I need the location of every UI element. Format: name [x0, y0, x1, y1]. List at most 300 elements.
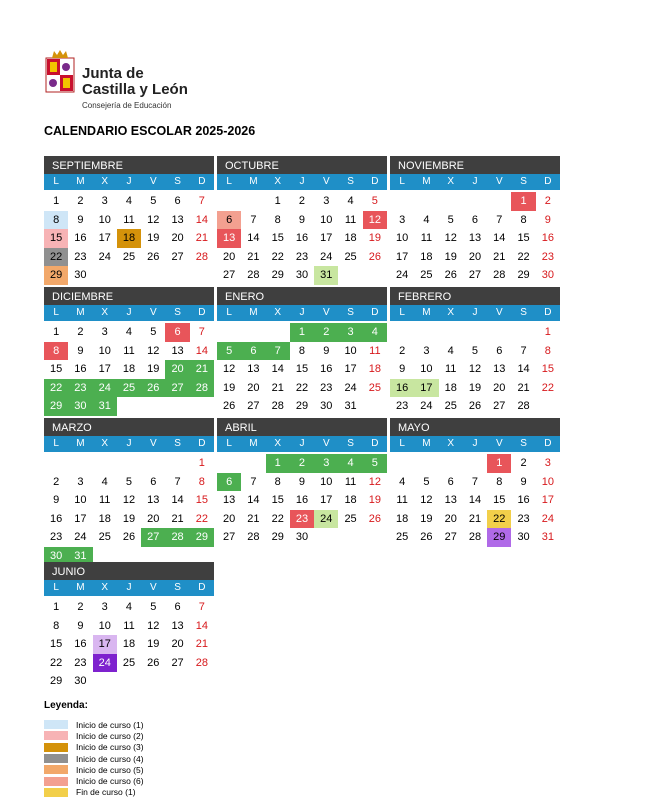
day-cell: 6	[217, 473, 241, 492]
weekday-label: V	[322, 307, 330, 318]
day-grid	[44, 598, 214, 691]
weekday-label: D	[371, 438, 379, 449]
day-cell: 16	[320, 363, 333, 375]
month-card	[44, 562, 214, 691]
day-cell: 24	[541, 512, 554, 525]
month-header: MAYO	[390, 418, 560, 436]
day-cell: 27	[468, 269, 482, 281]
day-cell: 29	[295, 400, 309, 412]
day-cell: 18	[122, 638, 136, 650]
day-cell: 6	[241, 342, 265, 361]
day-cell: 25	[444, 400, 457, 412]
month-header: ABRIL	[217, 418, 387, 436]
day-cell: 29	[190, 528, 214, 547]
weekday-header-row	[44, 305, 214, 321]
day-cell: 17	[74, 512, 87, 525]
day-cell: 28	[271, 400, 284, 412]
day-cell: 26	[147, 250, 160, 263]
day-cell: 11	[444, 363, 457, 375]
day-cell: 8	[53, 619, 60, 632]
day-cell: 2	[314, 323, 338, 342]
empty-cell	[439, 192, 463, 211]
month-card	[217, 418, 387, 547]
weekday-label: L	[53, 176, 59, 187]
day-cell: 18	[117, 229, 141, 248]
weekday-label: X	[447, 307, 455, 318]
day-cell: 27	[171, 656, 184, 669]
day-cell: 13	[223, 494, 236, 506]
day-grid	[44, 192, 214, 285]
weekday-label: V	[149, 582, 157, 593]
day-cell: 16	[50, 512, 63, 525]
day-cell: 10	[320, 475, 333, 488]
day-cell: 17	[98, 363, 111, 375]
month-card	[44, 418, 214, 565]
legend-label: Inicio de curso (4)	[76, 753, 144, 764]
day-cell: 2	[290, 454, 314, 473]
day-cell: 1	[274, 195, 281, 207]
day-cell: 13	[171, 344, 184, 357]
legend-label: Inicio de curso (6)	[76, 776, 144, 787]
day-cell: 1	[53, 326, 60, 338]
day-cell: 15	[541, 363, 554, 375]
day-cell: 21	[247, 512, 260, 525]
day-cell: 27	[223, 531, 236, 543]
day-cell: 14	[493, 232, 506, 244]
day-cell: 12	[363, 211, 387, 230]
day-cell: 15	[50, 363, 63, 375]
day-cell: 8	[274, 475, 281, 488]
weekday-header-row	[217, 174, 387, 190]
legend-swatch	[44, 788, 68, 797]
weekday-label: X	[274, 438, 282, 449]
day-cell: 18	[368, 363, 381, 375]
day-cell: 25	[122, 656, 136, 669]
empty-cell	[217, 454, 241, 473]
weekday-label: V	[322, 438, 330, 449]
day-cell: 20	[171, 638, 184, 650]
month-card	[217, 287, 387, 416]
day-cell: 23	[541, 250, 554, 263]
day-cell: 9	[298, 475, 306, 488]
day-cell: 25	[344, 250, 357, 263]
month-card	[217, 156, 387, 285]
day-cell: 9	[77, 213, 84, 226]
day-cell: 9	[544, 213, 551, 226]
day-cell: 30	[541, 269, 554, 281]
legend-item	[44, 719, 144, 730]
day-cell: 7	[250, 213, 257, 226]
day-cell: 13	[217, 229, 241, 248]
day-cell: 15	[271, 232, 284, 244]
day-cell: 22	[295, 381, 309, 394]
day-cell: 25	[344, 512, 357, 525]
weekday-label: J	[126, 176, 132, 187]
legend-title: Leyenda:	[44, 700, 88, 711]
month-card	[390, 156, 560, 285]
day-cell: 22	[44, 248, 68, 267]
legend-label: Inicio de curso (2)	[76, 730, 144, 741]
weekday-label: M	[249, 176, 258, 187]
day-cell: 10	[98, 344, 111, 357]
day-cell: 15	[517, 232, 530, 244]
legend-swatch	[44, 754, 68, 763]
logo-text-line1: Junta de	[82, 65, 144, 82]
day-cell: 31	[68, 547, 92, 566]
day-cell: 25	[420, 269, 433, 281]
day-cell: 4	[101, 475, 108, 488]
month-header: ENERO	[217, 287, 387, 305]
weekday-label: J	[299, 438, 305, 449]
month-card	[44, 287, 214, 416]
day-cell: 12	[368, 475, 381, 488]
weekday-header-row	[217, 305, 387, 321]
weekday-label: S	[520, 307, 527, 318]
weekday-label: D	[544, 438, 552, 449]
day-cell: 13	[468, 232, 482, 244]
day-cell: 11	[369, 344, 381, 357]
day-cell: 14	[517, 363, 530, 375]
day-cell: 3	[101, 326, 108, 338]
weekday-label: J	[299, 307, 305, 318]
day-cell: 11	[123, 213, 135, 226]
day-cell: 4	[347, 195, 354, 207]
day-cell: 9	[53, 494, 60, 506]
day-cell: 14	[195, 213, 208, 226]
legend-label: Inicio de curso (3)	[76, 742, 144, 753]
day-cell: 2	[77, 195, 84, 207]
logo-text-line2: Castilla y León	[82, 81, 188, 98]
day-cell: 14	[195, 344, 208, 357]
day-cell: 23	[68, 379, 92, 398]
day-cell: 22	[271, 250, 284, 263]
day-cell: 13	[444, 494, 457, 506]
weekday-header-row	[44, 580, 214, 596]
weekday-label: D	[198, 307, 206, 318]
weekday-label: J	[299, 176, 305, 187]
weekday-label: D	[544, 307, 552, 318]
day-cell: 30	[517, 531, 530, 543]
legend-item	[44, 787, 144, 798]
day-cell: 19	[420, 512, 433, 525]
day-cell: 28	[195, 250, 208, 263]
day-cell: 12	[147, 344, 160, 357]
empty-cell	[414, 454, 438, 473]
day-cell: 8	[544, 344, 551, 357]
day-cell: 20	[223, 250, 236, 263]
day-cell: 17	[320, 494, 333, 506]
weekday-label: L	[399, 307, 405, 318]
empty-cell	[414, 192, 438, 211]
weekday-header-row	[390, 174, 560, 190]
weekday-label: M	[76, 582, 85, 593]
day-cell: 11	[123, 619, 135, 632]
month-header: MARZO	[44, 418, 214, 436]
weekday-label: X	[447, 176, 455, 187]
empty-cell	[463, 323, 487, 342]
day-cell: 20	[223, 512, 236, 525]
empty-cell	[44, 454, 68, 473]
day-cell: 22	[487, 510, 511, 529]
day-cell: 7	[174, 475, 181, 488]
day-cell: 23	[517, 512, 530, 525]
day-cell: 25	[117, 379, 141, 398]
day-cell: 3	[101, 601, 108, 613]
day-cell: 24	[320, 250, 333, 263]
month-header: OCTUBRE	[217, 156, 387, 174]
day-cell: 2	[77, 601, 84, 613]
weekday-label: M	[249, 307, 258, 318]
day-cell: 14	[195, 619, 208, 632]
weekday-label: V	[149, 307, 157, 318]
legend-swatch	[44, 777, 68, 786]
day-cell: 7	[198, 326, 205, 338]
day-cell: 18	[344, 232, 357, 244]
day-cell: 31	[314, 266, 338, 285]
legend-swatch	[44, 743, 68, 752]
day-cell: 7	[520, 344, 527, 357]
day-cell: 6	[447, 475, 454, 488]
weekday-label: S	[174, 582, 181, 593]
weekday-label: L	[53, 438, 59, 449]
day-cell: 12	[122, 494, 136, 506]
day-cell: 17	[98, 232, 111, 244]
day-cell: 19	[223, 381, 236, 394]
day-cell: 20	[171, 232, 184, 244]
day-cell: 21	[271, 381, 284, 394]
empty-cell	[266, 323, 290, 342]
day-cell: 28	[165, 528, 189, 547]
weekday-label: J	[472, 307, 478, 318]
empty-cell	[93, 454, 117, 473]
weekday-header-row	[217, 436, 387, 452]
day-cell: 27	[165, 379, 189, 398]
legend-item	[44, 753, 144, 764]
month-header: DICIEMBRE	[44, 287, 214, 305]
day-cell: 31	[93, 397, 117, 416]
day-cell: 24	[98, 250, 111, 263]
day-cell: 19	[147, 638, 160, 650]
day-cell: 5	[447, 213, 454, 226]
day-cell: 5	[423, 475, 430, 488]
month-header: SEPTIEMBRE	[44, 156, 214, 174]
day-cell: 29	[50, 675, 63, 687]
day-cell: 25	[368, 381, 381, 394]
weekday-label: V	[495, 438, 503, 449]
weekday-label: L	[399, 438, 405, 449]
day-cell: 8	[198, 475, 205, 488]
weekday-label: M	[76, 438, 85, 449]
day-cell: 1	[198, 457, 205, 469]
weekday-header-row	[390, 436, 560, 452]
legend-item	[44, 775, 144, 786]
day-cell: 2	[77, 326, 84, 338]
day-cell: 4	[363, 323, 387, 342]
month-card	[44, 156, 214, 285]
day-cell: 30	[44, 547, 68, 566]
day-cell: 27	[493, 400, 506, 412]
legend-label: Fin de curso (1)	[76, 787, 136, 798]
day-cell: 13	[171, 619, 184, 632]
day-cell: 9	[77, 344, 84, 357]
day-cell: 31	[344, 400, 357, 412]
weekday-label: M	[76, 176, 85, 187]
day-cell: 19	[147, 363, 160, 375]
weekday-label: V	[495, 307, 503, 318]
day-cell: 23	[295, 250, 309, 263]
empty-cell	[390, 454, 414, 473]
weekday-label: M	[76, 307, 85, 318]
day-cell: 13	[147, 494, 160, 506]
weekday-label: J	[472, 438, 478, 449]
day-cell: 19	[368, 494, 381, 506]
legend	[44, 700, 144, 798]
day-cell: 3	[101, 195, 108, 207]
legend-swatch	[44, 731, 68, 740]
day-cell: 8	[44, 342, 68, 361]
day-cell: 17	[93, 635, 117, 654]
month-card	[390, 418, 560, 547]
day-cell: 4	[125, 601, 133, 613]
day-cell: 9	[399, 363, 406, 375]
weekday-label: L	[399, 176, 405, 187]
day-cell: 3	[323, 195, 330, 207]
day-cell: 15	[493, 494, 506, 506]
day-cell: 27	[247, 400, 260, 412]
day-cell: 2	[399, 344, 406, 357]
day-cell: 30	[74, 675, 87, 687]
weekday-label: S	[520, 176, 527, 187]
day-cell: 5	[471, 344, 479, 357]
weekday-label: V	[149, 438, 157, 449]
day-cell: 2	[53, 475, 60, 488]
day-grid	[217, 323, 387, 416]
weekday-label: J	[126, 438, 132, 449]
day-cell: 22	[44, 379, 68, 398]
day-cell: 22	[541, 381, 554, 394]
day-cell: 4	[125, 326, 133, 338]
day-cell: 6	[496, 344, 503, 357]
day-cell: 21	[517, 381, 530, 394]
empty-cell	[141, 454, 165, 473]
day-cell: 5	[363, 454, 387, 473]
day-cell: 28	[247, 269, 260, 281]
day-cell: 15	[271, 494, 284, 506]
empty-cell	[390, 323, 414, 342]
weekday-label: X	[274, 307, 282, 318]
day-cell: 18	[344, 494, 357, 506]
empty-cell	[487, 192, 511, 211]
day-cell: 15	[50, 638, 63, 650]
month-header: NOVIEMBRE	[390, 156, 560, 174]
day-cell: 16	[295, 494, 309, 506]
weekday-label: S	[347, 438, 354, 449]
day-cell: 17	[344, 363, 357, 375]
legend-item	[44, 764, 144, 775]
day-cell: 6	[174, 195, 181, 207]
empty-cell	[414, 323, 438, 342]
day-grid	[44, 323, 214, 416]
day-cell: 12	[147, 213, 160, 226]
empty-cell	[487, 323, 511, 342]
day-cell: 12	[223, 363, 236, 375]
empty-cell	[439, 323, 463, 342]
day-grid	[390, 192, 560, 285]
weekday-label: X	[101, 176, 109, 187]
day-cell: 1	[53, 601, 60, 613]
weekday-label: M	[422, 438, 431, 449]
day-cell: 6	[165, 323, 189, 342]
day-cell: 25	[98, 531, 111, 543]
day-cell: 23	[74, 250, 87, 263]
day-cell: 10	[541, 475, 554, 488]
day-cell: 9	[298, 213, 306, 226]
day-cell: 30	[68, 397, 92, 416]
weekday-label: D	[544, 176, 552, 187]
day-cell: 3	[77, 475, 84, 488]
day-cell: 16	[295, 232, 309, 244]
weekday-label: S	[347, 307, 354, 318]
day-cell: 14	[468, 494, 482, 506]
day-cell: 29	[487, 528, 511, 547]
day-cell: 7	[250, 475, 257, 488]
day-cell: 3	[423, 344, 430, 357]
empty-cell	[217, 323, 241, 342]
day-cell: 21	[195, 638, 208, 650]
empty-cell	[463, 192, 487, 211]
day-cell: 3	[399, 213, 406, 226]
day-cell: 2	[298, 195, 306, 207]
day-cell: 26	[420, 531, 433, 543]
weekday-label: V	[322, 176, 330, 187]
day-cell: 25	[396, 531, 409, 543]
weekday-header-row	[44, 174, 214, 190]
weekday-label: D	[371, 176, 379, 187]
day-cell: 19	[468, 381, 482, 394]
weekday-label: M	[422, 307, 431, 318]
day-cell: 30	[320, 400, 333, 412]
day-cell: 14	[247, 232, 260, 244]
weekday-label: M	[249, 438, 258, 449]
empty-cell	[511, 323, 535, 342]
weekday-label: M	[422, 176, 431, 187]
weekday-label: L	[53, 307, 59, 318]
weekday-label: S	[174, 176, 181, 187]
empty-cell	[165, 454, 189, 473]
day-cell: 2	[544, 195, 551, 207]
day-cell: 15	[44, 229, 68, 248]
day-cell: 3	[314, 454, 338, 473]
day-cell: 24	[74, 531, 87, 543]
day-grid	[217, 192, 387, 285]
day-cell: 10	[98, 213, 111, 226]
logo-subtitle: Consejería de Educación	[82, 101, 172, 110]
day-cell: 11	[396, 494, 408, 506]
day-cell: 26	[368, 250, 381, 263]
day-cell: 10	[344, 344, 357, 357]
logo	[44, 48, 204, 112]
legend-item	[44, 742, 144, 753]
weekday-label: S	[174, 307, 181, 318]
day-cell: 13	[247, 363, 260, 375]
day-cell: 19	[122, 512, 136, 525]
day-cell: 9	[323, 344, 330, 357]
day-cell: 11	[344, 213, 357, 226]
legend-label: Inicio de curso (5)	[76, 764, 144, 775]
coat-of-arms-icon	[44, 48, 76, 104]
day-cell: 30	[295, 269, 309, 281]
day-cell: 19	[147, 232, 160, 244]
